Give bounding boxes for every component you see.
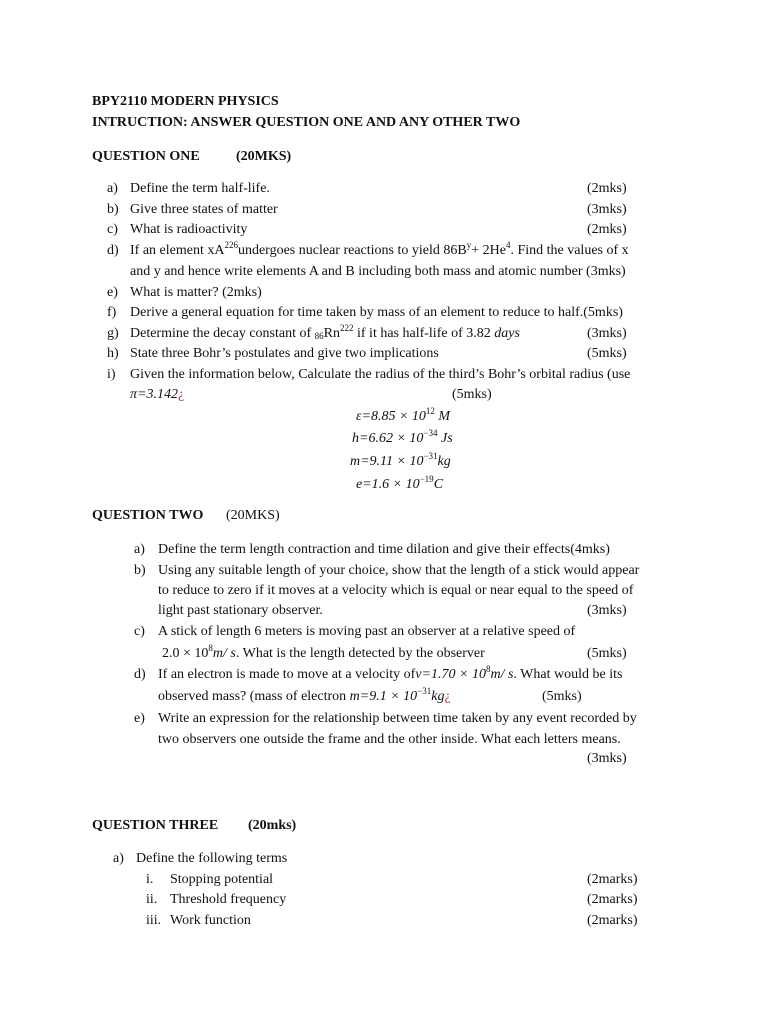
q1a-label: a)	[107, 181, 118, 196]
q1h-label: h)	[107, 346, 119, 361]
q2b-line2: to reduce to zero if it moves at a velocity which is equal or near equal to the speed of	[158, 583, 634, 598]
q1b-label: b)	[107, 202, 119, 217]
q2d-marks: (5mks)	[542, 689, 582, 704]
q3-item-text: Threshold frequency	[170, 892, 287, 907]
q2e-marks: (3mks)	[587, 751, 627, 766]
q1e-label: e)	[107, 285, 118, 300]
constant-charge: $e=1.6 \times 10^{-19}C$	[356, 474, 444, 492]
q1f-label: f)	[107, 305, 117, 320]
q3-item-marks: (2marks)	[587, 892, 638, 907]
q1i-marks: (5mks)	[452, 387, 492, 402]
q3a-label: a)	[113, 851, 124, 866]
q3-item-num: iii.	[146, 913, 162, 928]
q3-title: QUESTION THREE	[92, 818, 219, 833]
q2a-label: a)	[134, 542, 145, 557]
q1c-text: What is radioactivity	[130, 222, 248, 237]
q2b-marks: (3mks)	[587, 603, 627, 618]
q1c-marks: (2mks)	[587, 222, 627, 237]
q2e-label: e)	[134, 711, 145, 726]
q1b-text: Give three states of matter	[130, 202, 278, 217]
q2-title: QUESTION TWO	[92, 508, 204, 523]
q1i-label: i)	[107, 367, 116, 382]
q2e-line2: two observers one outside the frame and the other inside. What each letters means.	[158, 732, 621, 747]
q3-item-marks: (2marks)	[587, 872, 638, 887]
q2d-line2: observed mass? (mass of electron $m=9.1 \times 10^{-31}kg¿$	[158, 686, 451, 704]
q1i-pi: π=3.142¿	[130, 387, 185, 402]
q2d-label: d)	[134, 667, 146, 682]
q1e-text: What is matter? (2mks)	[130, 285, 262, 300]
q1g-marks: (3mks)	[587, 326, 627, 341]
q1d-line2: and y and hence write elements A and B including both mass and atomic number (3mks)	[130, 264, 626, 279]
instruction: INTRUCTION: ANSWER QUESTION ONE AND ANY OTHER TWO	[92, 115, 521, 130]
q1b-marks: (3mks)	[587, 202, 627, 217]
q1g-label: g)	[107, 326, 119, 341]
q2-marks: (20MKS)	[226, 508, 280, 523]
q1d-label: d)	[107, 243, 119, 258]
q1g-text: Determine the decay constant of $_{86}Rn^{222}$ if it has half-life of 3.82 days	[130, 323, 520, 341]
q3-item-num: ii.	[146, 892, 158, 907]
q2c-label: c)	[134, 624, 145, 639]
q1h-text: State three Bohr’s postulates and give two implications	[130, 346, 439, 361]
course-title: BPY2110 MODERN PHYSICS	[92, 94, 279, 109]
q2b-line3: light past stationary observer.	[158, 603, 323, 618]
q2c-line2: $2.0 \times 10^8m/$ s. What is the length detected by the observer	[162, 643, 485, 661]
q3-item-text: Stopping potential	[170, 872, 274, 887]
q2c-marks: (5mks)	[587, 646, 627, 661]
q3-item-text: Work function	[170, 913, 251, 928]
q1a-marks: (2mks)	[587, 181, 627, 196]
q1f-text: Derive a general equation for time taken by mass of an element to reduce to half.(5mks)	[130, 305, 623, 320]
q2c-line1: A stick of length 6 meters is moving past an observer at a relative speed of	[158, 624, 576, 639]
q1-marks: (20MKS)	[236, 149, 292, 164]
q1h-marks: (5mks)	[587, 346, 627, 361]
q3a-text: Define the following terms	[136, 851, 288, 866]
q2b-label: b)	[134, 563, 146, 578]
q2e-line1: Write an expression for the relationship between time taken by any event recorded by	[158, 711, 637, 726]
q1a-text: Define the term half-life.	[130, 181, 270, 196]
q2d-line1: If an electron is made to move at a velocity $ofv=1.70 \times 10^8m/$ s. What would be its	[158, 664, 623, 682]
q3-marks: (20mks)	[248, 818, 297, 833]
q1d-text: If an element $xA^{226}undergoes$ nuclear reactions to yield $86B^y+ 2He^4$. Find the values of x	[130, 240, 629, 258]
q3-item-marks: (2marks)	[587, 913, 638, 928]
q1c-label: c)	[107, 222, 118, 237]
q1i-text: Given the information below, Calculate the radius of the third’s Bohr’s orbital radius (use	[130, 367, 631, 382]
constant-permittivity: $\varepsilon=8.85 \times 10^{12}$ M	[356, 406, 451, 424]
q2a-text: Define the term length contraction and time dilation and give their effects(4mks)	[158, 542, 610, 557]
q1-title: QUESTION ONE	[92, 149, 200, 164]
q3-item-num: i.	[146, 872, 154, 887]
constant-planck: $h=6.62 \times 10^{-34}$ Js	[352, 428, 453, 446]
constant-mass: $m=9.11 \times 10^{-31}kg$	[350, 451, 451, 469]
q2b-line1: Using any suitable length of your choice, show that the length of a stick would appear	[158, 563, 640, 578]
